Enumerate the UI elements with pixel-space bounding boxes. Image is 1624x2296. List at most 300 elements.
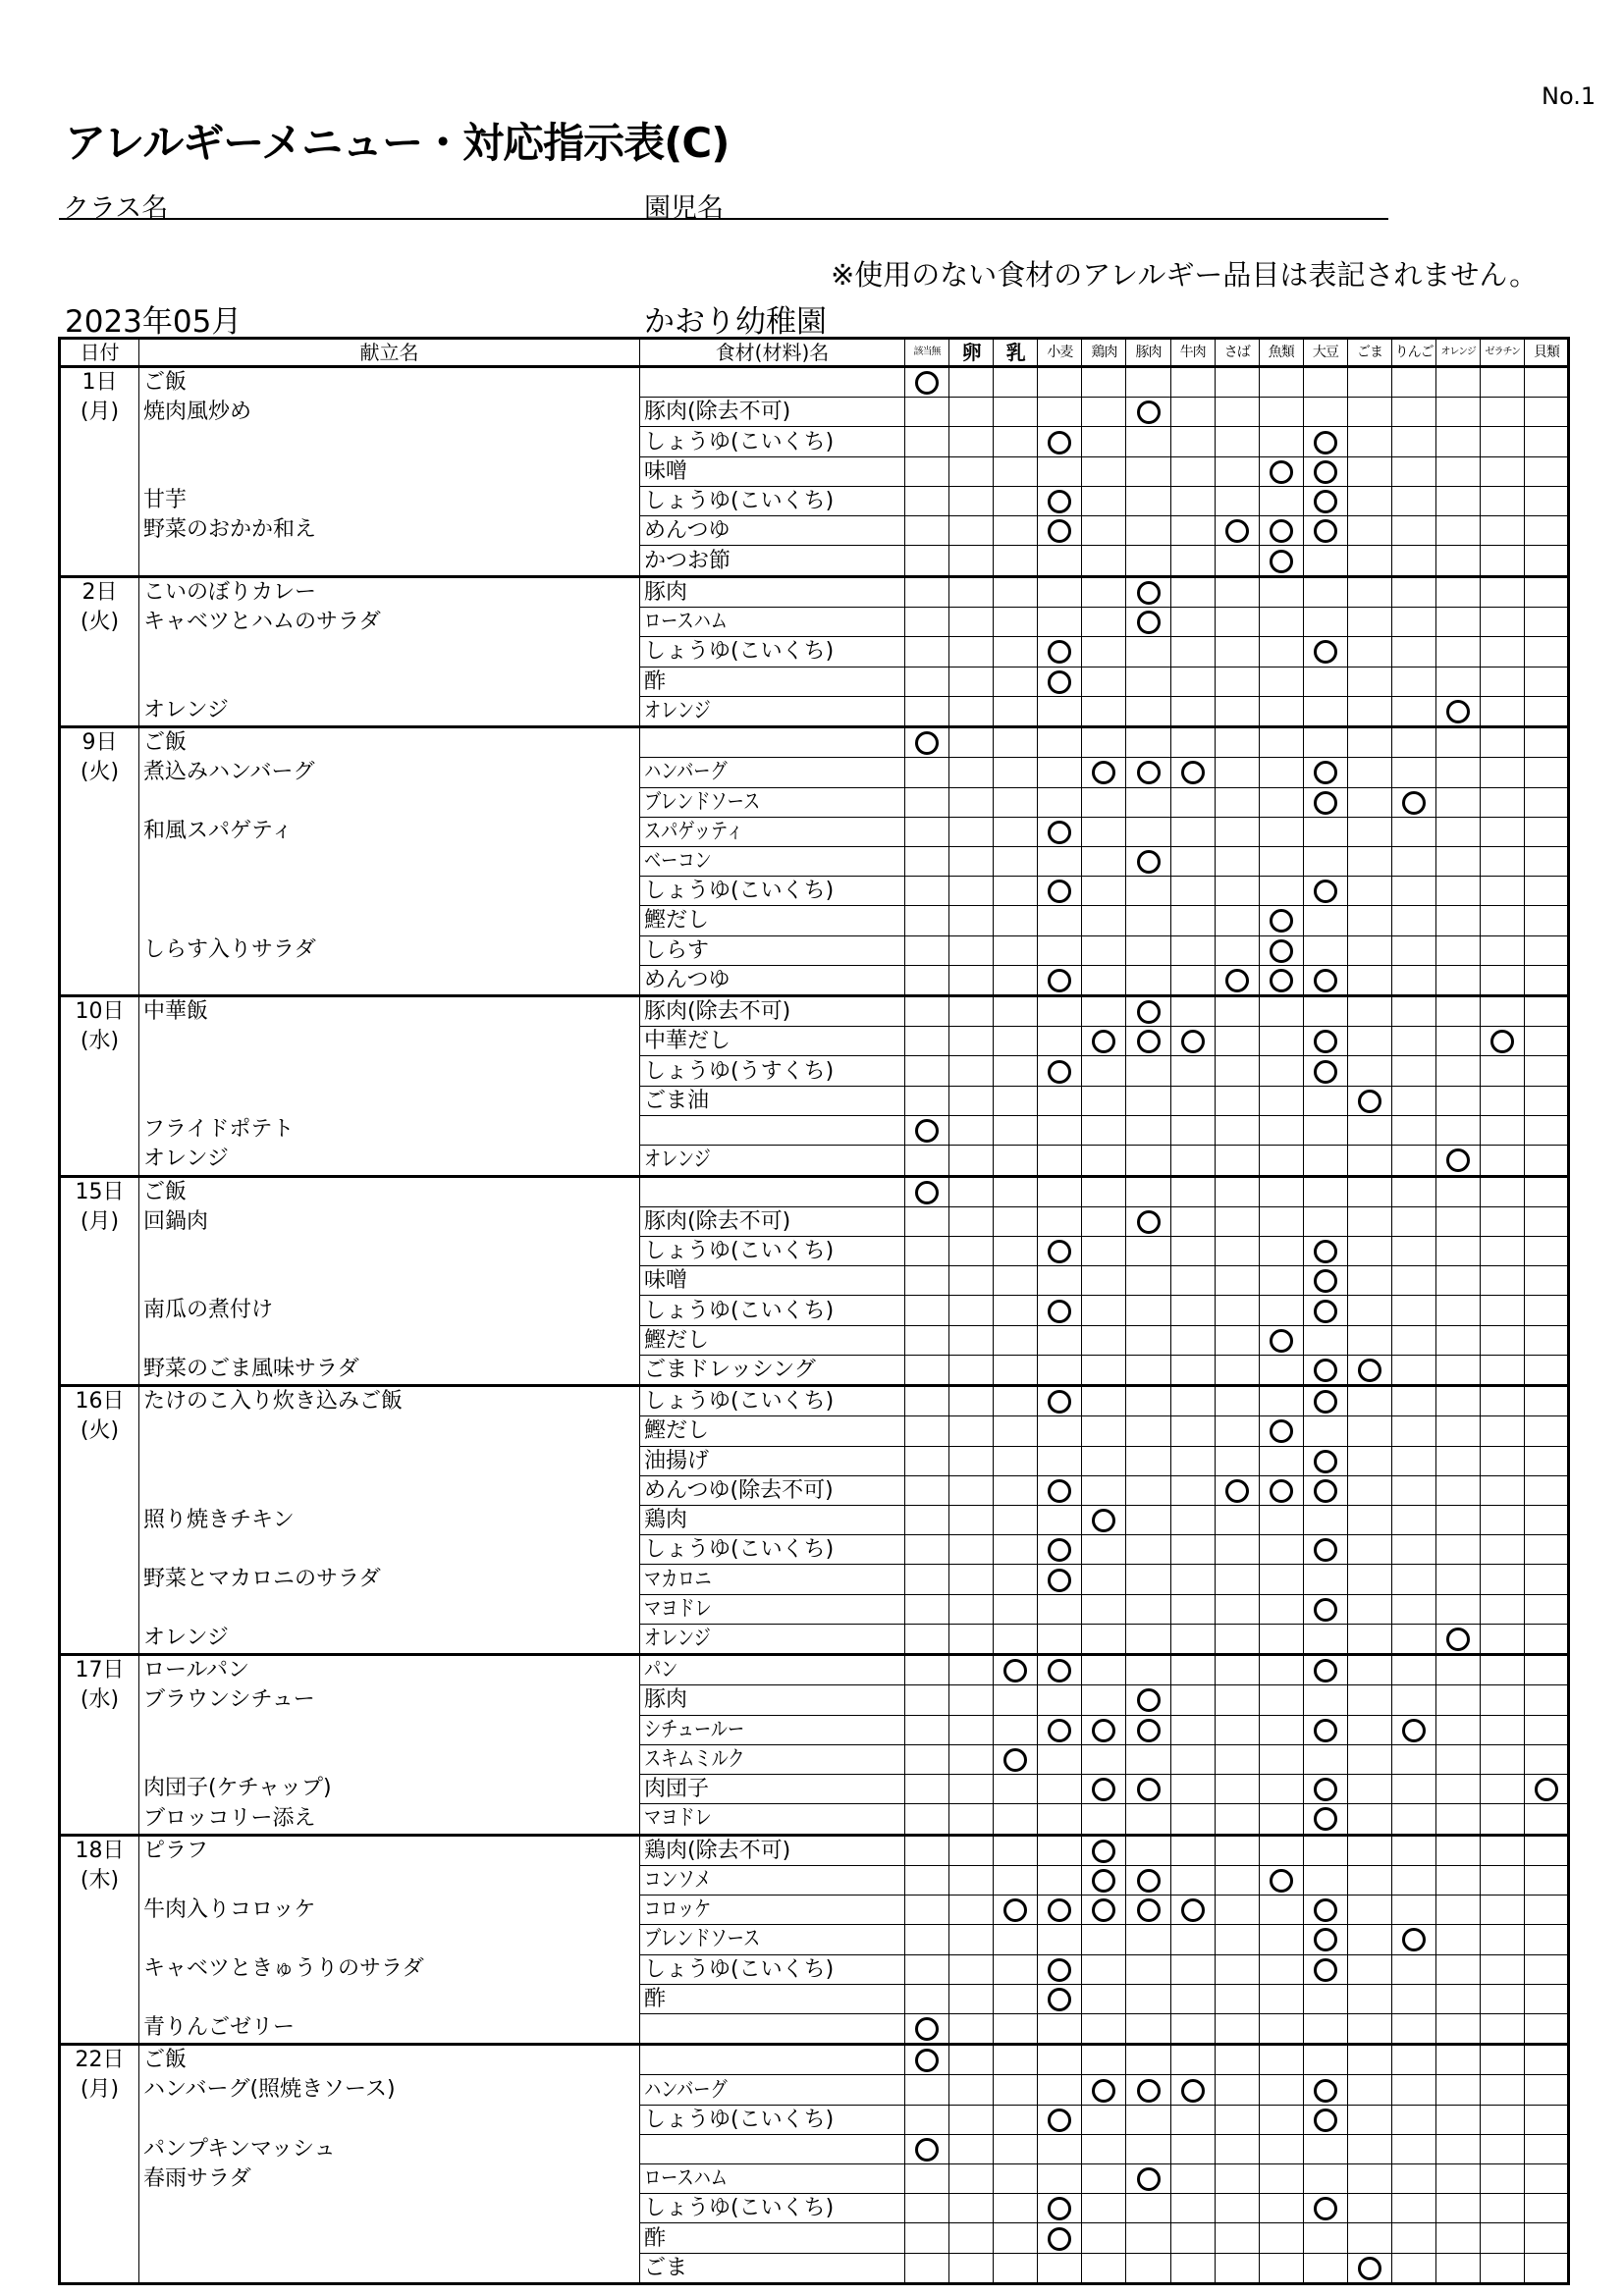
allergen-cell [1038, 2223, 1082, 2253]
ingredient-name: マカロニ [644, 1567, 712, 1592]
allergen-cell [1347, 667, 1391, 696]
school-name: かおり幼稚園 [644, 304, 827, 340]
menu-item: 煮込みハンバーグ [143, 760, 315, 785]
allergen-cell [1170, 1027, 1215, 1056]
allergen-cell [1436, 1206, 1481, 1236]
allergen-cell [1481, 2253, 1525, 2283]
allergen-cell [1303, 367, 1347, 398]
allergen-cell [949, 1086, 994, 1115]
ingredient-name: パン [644, 1658, 678, 1683]
allergen-mark-icon [1048, 1988, 1071, 2011]
allergen-cell [1126, 787, 1170, 817]
header-menu: 献立名 [139, 339, 640, 367]
allergen-cell [949, 1775, 994, 1804]
table-row [60, 2045, 1569, 2075]
allergen-cell [1215, 1416, 1259, 1446]
allergen-cell [1082, 1237, 1126, 1266]
ingredient-cell [640, 1206, 905, 1236]
allergen-cell [1259, 1056, 1303, 1086]
allergen-cell [1215, 1775, 1259, 1804]
allergen-mark-icon [1048, 1390, 1071, 1414]
allergen-cell [1303, 1925, 1347, 1954]
allergen-cell [1215, 607, 1259, 636]
allergen-cell [1436, 1296, 1481, 1325]
allergen-cell [994, 1565, 1038, 1594]
page-title: アレルギーメニュー・対応指示表(C) [65, 119, 730, 167]
menu-cell [139, 1655, 640, 1836]
allergen-mark-icon [1137, 850, 1161, 874]
allergen-cell [994, 516, 1038, 546]
allergen-cell [949, 1146, 994, 1176]
menu-item: 肉団子(ケチャップ) [143, 1776, 332, 1801]
allergen-cell [1082, 1624, 1126, 1654]
allergen-cell [1126, 1535, 1170, 1565]
allergen-cell [1525, 727, 1569, 758]
allergen-cell [949, 995, 994, 1026]
allergen-cell [905, 2014, 949, 2045]
table-row [60, 995, 1569, 1026]
allergen-cell [1215, 1446, 1259, 1475]
allergen-cell [1303, 486, 1347, 515]
allergen-cell [1215, 367, 1259, 398]
ingredient-name: ごま油 [644, 1088, 710, 1113]
allergen-mark-icon [1314, 460, 1337, 484]
ingredient-cell [640, 2105, 905, 2134]
allergen-cell [905, 1056, 949, 1086]
allergen-cell [905, 1804, 949, 1835]
allergen-cell [1481, 1475, 1525, 1505]
allergen-mark-icon [1270, 1479, 1293, 1503]
allergen-cell [949, 1865, 994, 1895]
allergen-cell [1525, 1744, 1569, 1774]
allergen-cell [1303, 1655, 1347, 1685]
allergen-cell [1259, 1865, 1303, 1895]
menu-item [143, 1475, 639, 1505]
allergen-cell [1038, 1027, 1082, 1056]
ingredient-cell [640, 2164, 905, 2194]
menu-item: ピラフ [143, 1838, 209, 1863]
allergen-cell [1215, 576, 1259, 607]
allergen-cell [1215, 758, 1259, 787]
allergen-cell [1481, 1446, 1525, 1475]
allergen-cell [1481, 877, 1525, 906]
allergen-cell [1347, 1565, 1391, 1594]
table-row [60, 1835, 1569, 1865]
allergen-cell [1215, 486, 1259, 515]
ingredient-name: 豚肉(除去不可) [644, 1208, 791, 1234]
allergen-cell [1303, 877, 1347, 906]
allergen-cell [1082, 846, 1126, 876]
allergen-cell [1392, 2045, 1436, 2075]
allergen-cell [1170, 965, 1215, 995]
allergen-cell [905, 758, 949, 787]
allergen-cell [1126, 1954, 1170, 1984]
allergen-cell [1347, 2223, 1391, 2253]
allergen-cell [949, 1804, 994, 1835]
allergen-cell [949, 2253, 994, 2283]
allergen-cell [994, 1624, 1038, 1654]
allergen-mark-icon [915, 1119, 939, 1143]
allergen-cell [1082, 1446, 1126, 1475]
allergen-cell [1126, 1266, 1170, 1296]
allergen-mark-icon [1358, 2257, 1381, 2280]
allergen-cell [905, 2164, 949, 2194]
allergen-cell [1436, 427, 1481, 456]
allergen-cell [1481, 1565, 1525, 1594]
allergen-cell [1436, 1925, 1481, 1954]
allergen-mark-icon [1048, 1898, 1071, 1922]
allergen-cell [1082, 1086, 1126, 1115]
allergen-cell [1436, 546, 1481, 576]
allergen-cell [1082, 1535, 1126, 1565]
allergen-cell [1347, 846, 1391, 876]
allergen-cell [1215, 1355, 1259, 1385]
day-number: 15日 [75, 1179, 125, 1204]
allergen-cell [1525, 2164, 1569, 2194]
allergen-cell [1347, 2134, 1391, 2163]
allergen-cell [1481, 1115, 1525, 1145]
allergen-cell [994, 1715, 1038, 1744]
allergen-cell [994, 1896, 1038, 1925]
allergen-cell [1038, 995, 1082, 1026]
allergen-cell [949, 1266, 994, 1296]
allergen-cell [994, 637, 1038, 667]
allergen-cell [905, 1475, 949, 1505]
allergen-cell [1303, 1176, 1347, 1206]
allergen-cell [1525, 2134, 1569, 2163]
allergen-cell [1392, 607, 1436, 636]
allergen-cell [994, 1475, 1038, 1505]
allergen-cell [1347, 1176, 1391, 1206]
allergen-cell [1436, 1565, 1481, 1594]
allergen-cell [1038, 2164, 1082, 2194]
header-allergen: 乳 [994, 339, 1038, 367]
allergen-cell [1082, 1594, 1126, 1624]
menu-item: こいのぼりカレー [143, 579, 317, 605]
allergen-cell [1303, 2014, 1347, 2045]
menu-item: ロールパン [143, 1658, 250, 1683]
allergen-cell [1436, 1355, 1481, 1385]
allergen-mark-icon [1048, 1958, 1071, 1982]
allergen-cell [1347, 1685, 1391, 1715]
allergen-cell [1259, 1775, 1303, 1804]
allergen-cell [1525, 1475, 1569, 1505]
ingredient-name: スキムミルク [644, 1746, 745, 1772]
allergen-cell [1038, 906, 1082, 935]
allergen-cell [1259, 1115, 1303, 1145]
ingredient-name: マヨドレ [644, 1596, 712, 1622]
allergen-cell [1038, 1865, 1082, 1895]
allergen-mark-icon [1314, 519, 1337, 543]
ingredient-cell [640, 1475, 905, 1505]
allergen-cell [1303, 456, 1347, 486]
allergen-cell [1082, 1355, 1126, 1385]
allergen-cell [1347, 1744, 1391, 1774]
allergen-cell [1392, 1176, 1436, 1206]
allergen-cell [1215, 935, 1259, 965]
allergen-cell [905, 1446, 949, 1475]
allergen-cell [1126, 1206, 1170, 1236]
ingredient-name: しょうゆ(うすくち) [644, 1058, 835, 1084]
allergen-cell [905, 1027, 949, 1056]
date-cell [60, 367, 139, 577]
allergen-cell [1038, 1416, 1082, 1446]
day-of-week: (木) [80, 1867, 120, 1893]
allergen-cell [1481, 1237, 1525, 1266]
allergen-cell [949, 546, 994, 576]
allergen-cell [1436, 486, 1481, 515]
allergen-mark-icon [1048, 1300, 1071, 1323]
allergen-cell [1392, 935, 1436, 965]
allergen-mark-icon [1137, 2167, 1161, 2191]
allergen-mark-icon [1048, 969, 1071, 992]
ingredient-cell [640, 2045, 905, 2075]
allergen-cell [1082, 398, 1126, 427]
allergen-cell [1215, 906, 1259, 935]
allergen-cell [1525, 516, 1569, 546]
allergen-cell [1215, 546, 1259, 576]
allergen-mark-icon [1092, 1778, 1115, 1801]
allergen-cell [1481, 758, 1525, 787]
ingredient-cell [640, 1266, 905, 1296]
allergen-cell [994, 1237, 1038, 1266]
allergen-cell [1525, 2045, 1569, 2075]
allergen-cell [1525, 1594, 1569, 1624]
allergen-cell [1215, 667, 1259, 696]
ingredient-cell [640, 637, 905, 667]
allergen-cell [949, 1296, 994, 1325]
allergen-cell [1082, 696, 1126, 726]
allergen-cell [1215, 2105, 1259, 2134]
ingredient-cell [640, 367, 905, 398]
allergen-cell [905, 2194, 949, 2223]
day-number: 17日 [75, 1658, 125, 1683]
allergen-cell [1525, 1896, 1569, 1925]
allergen-mark-icon [1314, 1240, 1337, 1263]
header-allergen: りんご [1392, 339, 1436, 367]
allergen-cell [905, 367, 949, 398]
allergen-cell [1082, 1925, 1126, 1954]
child-name-label: 園児名 [644, 193, 724, 224]
allergen-cell [994, 2045, 1038, 2075]
allergen-cell [1481, 1804, 1525, 1835]
allergen-cell [1082, 1565, 1126, 1594]
allergen-cell [1259, 2134, 1303, 2163]
allergen-cell [1436, 2014, 1481, 2045]
allergen-cell [1392, 2134, 1436, 2163]
allergen-cell [1082, 1715, 1126, 1744]
allergen-cell [1170, 1146, 1215, 1176]
allergen-cell [949, 1715, 994, 1744]
date-cell [60, 1655, 139, 1836]
allergen-cell [1259, 546, 1303, 576]
allergen-cell [1436, 607, 1481, 636]
allergen-cell [1126, 1835, 1170, 1865]
allergen-cell [1170, 1535, 1215, 1565]
ingredient-cell [640, 727, 905, 758]
ingredient-name: シチュールー [644, 1717, 745, 1742]
allergen-cell [1170, 2194, 1215, 2223]
allergen-cell [1436, 2194, 1481, 2223]
allergen-cell [1303, 516, 1347, 546]
allergen-mark-icon [1137, 581, 1161, 605]
allergen-cell [949, 1355, 994, 1385]
allergen-cell [1392, 2014, 1436, 2045]
allergen-cell [1392, 2223, 1436, 2253]
allergen-cell [949, 1446, 994, 1475]
allergen-cell [1436, 516, 1481, 546]
allergen-cell [1170, 2075, 1215, 2105]
allergen-cell [1215, 965, 1259, 995]
allergen-mark-icon [1270, 550, 1293, 573]
allergen-cell [1259, 1325, 1303, 1355]
menu-item [143, 877, 639, 906]
allergen-cell [1525, 456, 1569, 486]
allergen-cell [994, 1086, 1038, 1115]
allergen-cell [1215, 516, 1259, 546]
allergen-cell [1259, 935, 1303, 965]
allergen-cell [949, 2194, 994, 2223]
allergen-cell [1436, 1896, 1481, 1925]
allergen-cell [1215, 427, 1259, 456]
ingredient-cell [640, 2194, 905, 2223]
allergen-cell [1038, 2014, 1082, 2045]
allergen-cell [949, 2105, 994, 2134]
allergen-cell [1170, 576, 1215, 607]
allergen-cell [1038, 1685, 1082, 1715]
allergen-cell [905, 1296, 949, 1325]
allergen-cell [905, 935, 949, 965]
allergen-cell [1259, 367, 1303, 398]
allergen-cell [1303, 1206, 1347, 1236]
allergen-cell [1259, 1296, 1303, 1325]
allergen-cell [1303, 1475, 1347, 1505]
allergen-mark-icon [1314, 1269, 1337, 1293]
allergen-cell [1347, 1146, 1391, 1176]
allergen-cell [1082, 2134, 1126, 2163]
ingredient-cell [640, 1446, 905, 1475]
allergen-cell [1525, 398, 1569, 427]
allergen-cell [1038, 1086, 1082, 1115]
allergen-cell [1436, 2075, 1481, 2105]
allergen-cell [1392, 727, 1436, 758]
day-group [60, 727, 1569, 996]
allergen-cell [949, 576, 994, 607]
allergen-cell [949, 1325, 994, 1355]
allergen-mark-icon [1048, 670, 1071, 694]
allergen-mark-icon [1225, 969, 1249, 992]
allergen-cell [1038, 667, 1082, 696]
allergen-cell [1170, 1056, 1215, 1086]
menu-item: ご飯 [143, 1179, 188, 1204]
allergen-cell [1082, 486, 1126, 515]
allergen-cell [1126, 2134, 1170, 2163]
allergen-cell [1347, 1506, 1391, 1535]
allergen-cell [1215, 1115, 1259, 1145]
header-allergen: ゼラチン [1481, 339, 1525, 367]
ingredient-cell [640, 758, 905, 787]
menu-item [143, 1594, 639, 1624]
allergen-cell [1347, 456, 1391, 486]
allergen-cell [1347, 758, 1391, 787]
allergen-cell [1392, 1685, 1436, 1715]
allergen-cell [1392, 696, 1436, 726]
allergen-cell [1392, 1386, 1436, 1416]
allergen-cell [1215, 1176, 1259, 1206]
ingredient-cell [640, 546, 905, 576]
allergen-cell [1392, 1056, 1436, 1086]
ingredient-name: ブレンドソース [644, 789, 761, 815]
allergen-cell [1303, 398, 1347, 427]
allergen-mark-icon [1048, 880, 1071, 903]
allergen-cell [1170, 1984, 1215, 2013]
allergen-cell [1038, 1446, 1082, 1475]
allergen-mark-icon [1314, 1598, 1337, 1622]
allergen-cell [1392, 1146, 1436, 1176]
allergen-cell [905, 995, 949, 1026]
allergen-cell [1215, 1206, 1259, 1236]
allergen-cell [1481, 1835, 1525, 1865]
allergen-cell [994, 696, 1038, 726]
allergen-cell [1392, 1086, 1436, 1115]
allergen-cell [1215, 1984, 1259, 2013]
ingredient-cell [640, 1237, 905, 1266]
allergen-cell [1481, 1744, 1525, 1774]
allergen-cell [1525, 1925, 1569, 1954]
menu-item [143, 1056, 639, 1086]
allergen-cell [994, 1266, 1038, 1296]
allergen-cell [949, 667, 994, 696]
allergen-mark-icon [915, 2049, 939, 2072]
ingredient-cell [640, 398, 905, 427]
allergen-cell [1392, 1715, 1436, 1744]
allergen-cell [1303, 1146, 1347, 1176]
allergen-mark-icon [1402, 791, 1426, 815]
allergen-cell [949, 1594, 994, 1624]
menu-item: ご飯 [143, 2048, 188, 2073]
date-cell [60, 727, 139, 996]
allergen-cell [994, 1804, 1038, 1835]
allergen-cell [905, 546, 949, 576]
name-underline [59, 218, 1388, 220]
allergen-cell [1038, 1775, 1082, 1804]
allergen-cell [994, 1176, 1038, 1206]
allergen-cell [1259, 2075, 1303, 2105]
allergen-cell [1303, 2105, 1347, 2134]
allergen-cell [1481, 2194, 1525, 2223]
allergen-cell [1347, 2105, 1391, 2134]
allergen-cell [1170, 1715, 1215, 1744]
ingredient-cell [640, 935, 905, 965]
allergen-mark-icon [1402, 1928, 1426, 1951]
allergen-cell [994, 1594, 1038, 1624]
allergen-cell [1392, 1925, 1436, 1954]
allergen-cell [1347, 516, 1391, 546]
allergen-cell [1392, 817, 1436, 846]
allergen-cell [1082, 1206, 1126, 1236]
allergen-cell [1303, 576, 1347, 607]
allergen-cell [1259, 2105, 1303, 2134]
menu-item: 野菜とマカロニのサラダ [143, 1566, 381, 1591]
allergen-cell [1436, 1027, 1481, 1056]
allergen-cell [994, 1146, 1038, 1176]
allergen-cell [1126, 1446, 1170, 1475]
allergen-cell [1392, 516, 1436, 546]
allergen-cell [1303, 1386, 1347, 1416]
allergen-mark-icon [1490, 1030, 1514, 1053]
allergen-cell [1303, 1506, 1347, 1535]
allergen-cell [1392, 1984, 1436, 2013]
